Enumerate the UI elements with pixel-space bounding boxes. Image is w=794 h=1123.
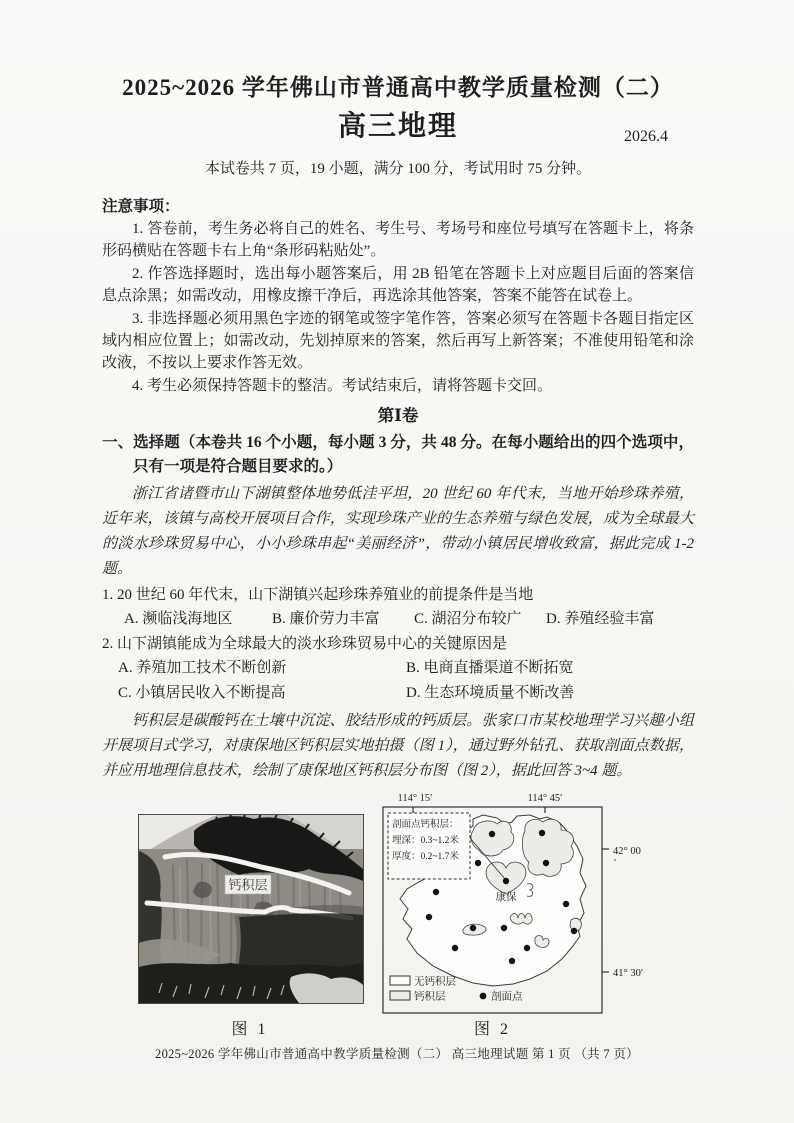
lon-tick-left: 114° 15′ xyxy=(397,793,433,805)
profile-point xyxy=(475,860,481,866)
place-label-kangbao: 康保 xyxy=(495,892,517,904)
paper-subject: 高三地理 xyxy=(337,111,458,142)
cliff-photo-illustration xyxy=(139,815,363,1003)
figure2-caption: 图 2 xyxy=(473,1021,511,1039)
question-1-options xyxy=(102,607,694,631)
annotation-title: 剖面点钙积层： xyxy=(392,820,459,831)
figure1-caption: 图 1 xyxy=(231,1021,269,1039)
annotation-depth: 埋深：0.3~1.2米 xyxy=(392,836,459,847)
subject-row xyxy=(102,106,694,148)
notice-item-2: 2. 作答选择题时，选出每小题答案后，用 2B 铅笔在答题卡上对应题目后面的答案信息点涂黑；如需改动，用橡皮擦干净后，再选涂其他答案，答案不能答在试卷上。 xyxy=(102,265,694,305)
lat-tick-bottom: 41° 30′ xyxy=(613,968,644,980)
profile-point xyxy=(452,945,458,951)
profile-point xyxy=(543,860,549,866)
notice-item-3: 3. 非选择题必须用黑色字迹的钢笔或签字笔作答，答案必须写在答题卡各题目指定区域内相应位置上；如需改动，先划掉原来的答案，然后再写上新答案；不准使用铅笔和涂改液，不按以上要求作答无效。 xyxy=(102,310,694,372)
figure2-map xyxy=(374,788,666,1020)
profile-point xyxy=(433,889,439,895)
notice-item-4: 4. 考生必须保持答题卡的整洁。考试结束后，请将答题卡交回。 xyxy=(132,377,553,394)
lat-tick-top: 42° 00 xyxy=(613,846,641,858)
annotation-box xyxy=(388,813,470,879)
passage-pearl: 浙江省诸暨市山下湖镇整体地势低洼平坦，20 世纪 60 年代末，当地开始珍珠养殖，近年来，该镇与高校开展项目合作，实现珍珠产业的生态养殖与绿色发展，成为全球最大的淡水珍珠贸易中心，小小珍珠串起“美丽经济”，带动小镇居民增收致富，据此完成 1-2 题。 xyxy=(102,486,694,578)
option: C. 湖沼分布较广 xyxy=(414,611,522,628)
paper-date: 2026.4 xyxy=(624,128,668,145)
exam-info: 本试卷共 7 页，19 小题，满分 100 分，考试用时 75 分钟。 xyxy=(204,161,592,177)
profile-point xyxy=(503,878,509,884)
annotation-thickness: 厚度：0.2~1.7米 xyxy=(392,852,459,863)
notice-heading: 注意事项： xyxy=(102,198,180,215)
legend-swatch-point xyxy=(480,993,487,1000)
profile-point xyxy=(489,831,495,837)
profile-point xyxy=(524,945,530,951)
profile-point xyxy=(539,830,545,836)
profile-point xyxy=(426,914,432,920)
passage-calcic-layer: 钙积层是碳酸钙在土壤中沉淀、胶结形成的钙质层。张家口市某校地理学习兴趣小组开展项目式学习，对康保地区钙积层实地拍摄（图 1），通过野外钻孔、获取剖面点数据，并应用地理信息技术，绘制了康保地区钙积层分布图（图 2），据此回答 3~4 题。 xyxy=(102,713,694,780)
profile-point xyxy=(470,925,476,931)
legend-label-layer: 钙积层 xyxy=(414,991,446,1003)
profile-point xyxy=(571,928,577,934)
profile-point xyxy=(501,925,507,931)
notice-list xyxy=(102,218,694,397)
question-2-stem: 2. 山下湖镇能成为全球最大的淡水珍珠贸易中心的关键原因是 xyxy=(102,636,508,653)
option: D. 养殖经验丰富 xyxy=(546,611,655,628)
legend-swatch-none xyxy=(390,976,410,985)
notice-item-1: 1. 答卷前，考生务必将自己的姓名、考生号、考场号和座位号填写在答题卡上，将条形码横贴在答题卡右上角“条形码粘贴处”。 xyxy=(102,221,694,260)
volume-heading: 第Ⅰ卷 xyxy=(377,406,419,426)
legend-label-none: 无钙积层 xyxy=(414,976,456,988)
photo-layer-label xyxy=(225,875,271,894)
question-2-options xyxy=(102,656,694,706)
profile-point xyxy=(509,958,515,964)
paper-title: 2025~2026 学年佛山市普通高中教学质量检测（二） xyxy=(122,75,674,100)
page-footer: 2025~2026 学年佛山市普通高中教学质量检测（二） 高三地理试题 第 1 页 （共 7 页） xyxy=(155,1047,639,1061)
question-1-stem: 1. 20 世纪 60 年代末，山下湖镇兴起珍珠养殖业的前提条件是当地 xyxy=(102,587,534,604)
figures-row xyxy=(102,788,694,1054)
svg-text:钙积层: 钙积层 xyxy=(228,877,268,893)
figure1-photo xyxy=(138,814,364,1004)
option: A. 养殖加工技术不断创新 xyxy=(118,660,287,677)
option: B. 电商直播渠道不断拓宽 xyxy=(406,660,574,677)
option: C. 小镇居民收入不断提高 xyxy=(118,685,286,702)
section-instruction: 一、选择题（本卷共 16 个小题，每小题 3 分，共 48 分。在每小题给出的四个选项中，只有一项是符合题目要求的。） xyxy=(102,434,694,476)
profile-point xyxy=(563,901,569,907)
legend-label-point: 剖面点 xyxy=(491,991,523,1003)
lat-tick-top-prime: ′ xyxy=(614,858,617,870)
lon-tick-right: 114° 45′ xyxy=(527,793,563,805)
option: B. 廉价劳力丰富 xyxy=(272,611,380,628)
option: A. 濒临浅海地区 xyxy=(124,611,233,628)
option: D. 生态环境质量不断改善 xyxy=(406,685,575,702)
legend-swatch-layer xyxy=(390,991,410,1000)
